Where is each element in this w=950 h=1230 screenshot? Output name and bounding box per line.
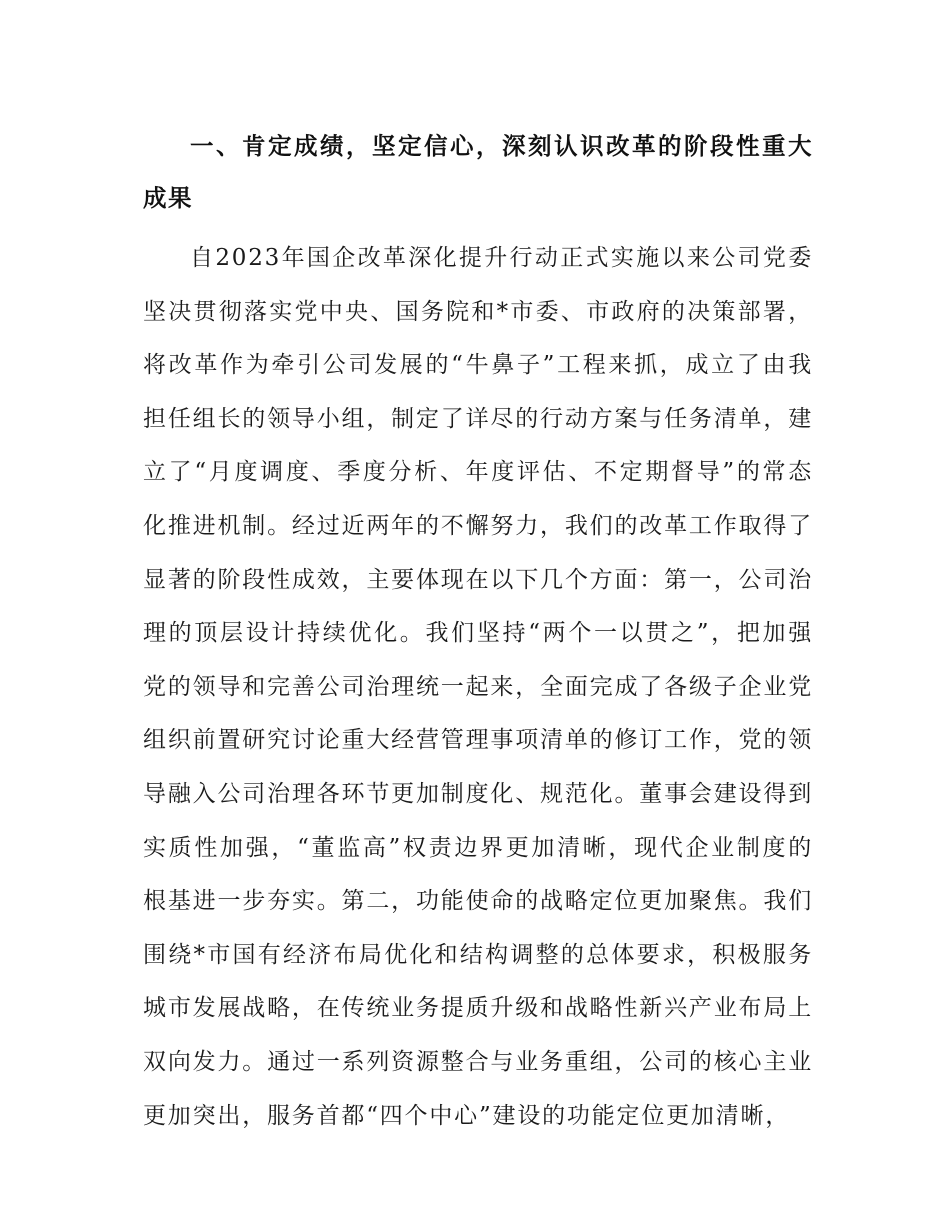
section-heading: 一、肯定成绩，坚定信心，深刻认识改革的阶段性重大成果: [143, 132, 813, 212]
body-paragraph: 自2023年国企改革深化提升行动正式实施以来公司党委坚决贯彻落实党中央、国务院和*市委、市政府的决策部署，将改革作为牵引公司发展的“牛鼻子”工程来抓，成立了由我担任组长的领导小组，制定了详尽的行动方案与任务清单，建立了“月度调度、季度分析、年度评估、不定期督导”的常态化推进机制。经过近两年的不懈努力，我们的改革工作取得了显著的阶段性成效，主要体现在以下几个方面：第一，公司治理的顶层设计持续优化。我们坚持“两个一以贯之”，把加强党的领导和完善公司治理统一起来，全面完成了各级子企业党组织前置研究讨论重大经营管理事项清单的修订工作，党的领导融入公司治理各环节更加制度化、规范化。董事会建设得到实质性加强，“董监高”权责边界更加清晰，现代企业制度的根基进一步夯实。第二，功能使命的战略定位更加聚焦。我们围绕*市国有经济布局优化和结构调整的总体要求，积极服务城市发展战略，在传统业务提质升级和战略性新兴产业布局上双向发力。通过一系列资源整合与业务重组，公司的核心主业更加突出，服务首都“四个中心”建设的功能定位更加清晰，: [143, 245, 813, 1129]
